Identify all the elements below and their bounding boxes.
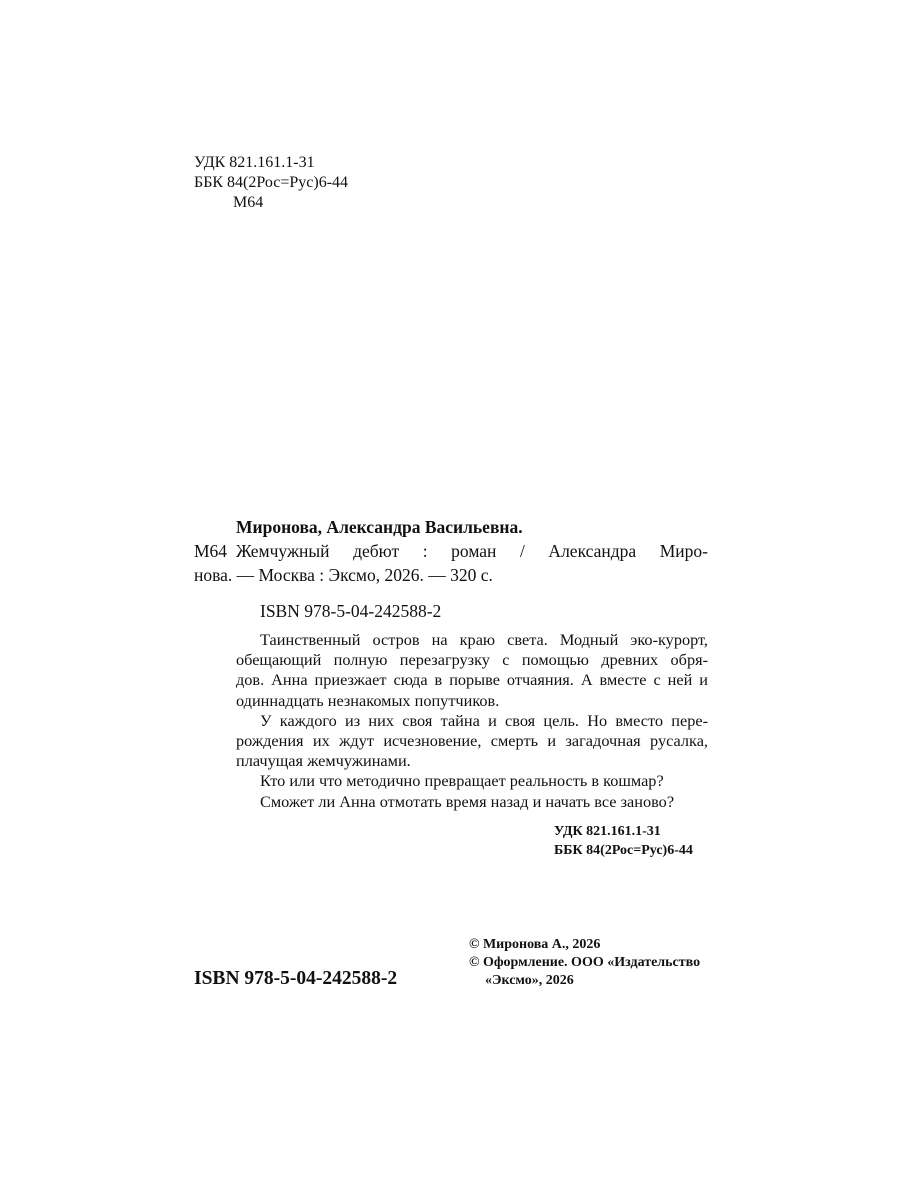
record-author: Миронова, Александра Васильевна. bbox=[236, 517, 523, 537]
record-title-block bbox=[194, 539, 708, 587]
record-title-line-2: нова. — Москва : Эксмо, 2026. — 320 с. bbox=[194, 565, 493, 585]
author-cipher: М64 bbox=[233, 194, 264, 211]
bibliographic-record bbox=[194, 515, 708, 623]
udk-code: УДК 821.161.1-31 bbox=[194, 154, 315, 171]
annotation-line: обещающий полную перезагрузку с помощью древних обря- bbox=[236, 650, 708, 670]
annotation-line: плачущая жемчужинами. bbox=[236, 751, 411, 771]
copyright-publisher: «Эксмо», 2026 bbox=[485, 973, 574, 988]
bbk-code: ББК 84(2Рос=Рус)6-44 bbox=[194, 174, 349, 191]
record-cipher: М64 bbox=[194, 541, 228, 561]
annotation-line: У каждого из них своя тайна и своя цель. Но вместо пере- bbox=[260, 710, 708, 730]
annotation bbox=[236, 630, 708, 812]
copyright-author: © Миронова А., 2026 bbox=[469, 937, 601, 952]
classification-codes-bottom bbox=[236, 822, 705, 860]
annotation-line: Сможет ли Анна отмотать время назад и начать все заново? bbox=[260, 791, 675, 811]
udk-code-bottom: УДК 821.161.1-31 bbox=[554, 824, 661, 839]
annotation-line: рождения их ждут исчезновение, смерть и загадочная русалка, bbox=[236, 731, 708, 751]
record-isbn: ISBN 978-5-04-242588-2 bbox=[260, 601, 442, 621]
record-title-line-1: Жемчужный дебют : роман / Александра Миро- bbox=[236, 541, 708, 561]
copyright-design: © Оформление. ООО «Издательство bbox=[469, 955, 701, 970]
annotation-line: Кто или что методично превращает реальность в кошмар? bbox=[260, 771, 664, 791]
isbn-main: ISBN 978-5-04-242588-2 bbox=[194, 968, 398, 989]
classification-codes-top bbox=[194, 153, 348, 213]
bbk-code-bottom: ББК 84(2Рос=Рус)6-44 bbox=[554, 843, 693, 858]
annotation-line: дов. Анна приезжает сюда в порыве отчаяния. А вместе с ней и bbox=[236, 670, 708, 690]
annotation-line: Таинственный остров на краю света. Модный эко-курорт, bbox=[260, 630, 708, 649]
annotation-line: одиннадцать незнакомых попутчиков. bbox=[236, 690, 500, 710]
copyright-block bbox=[469, 936, 700, 990]
